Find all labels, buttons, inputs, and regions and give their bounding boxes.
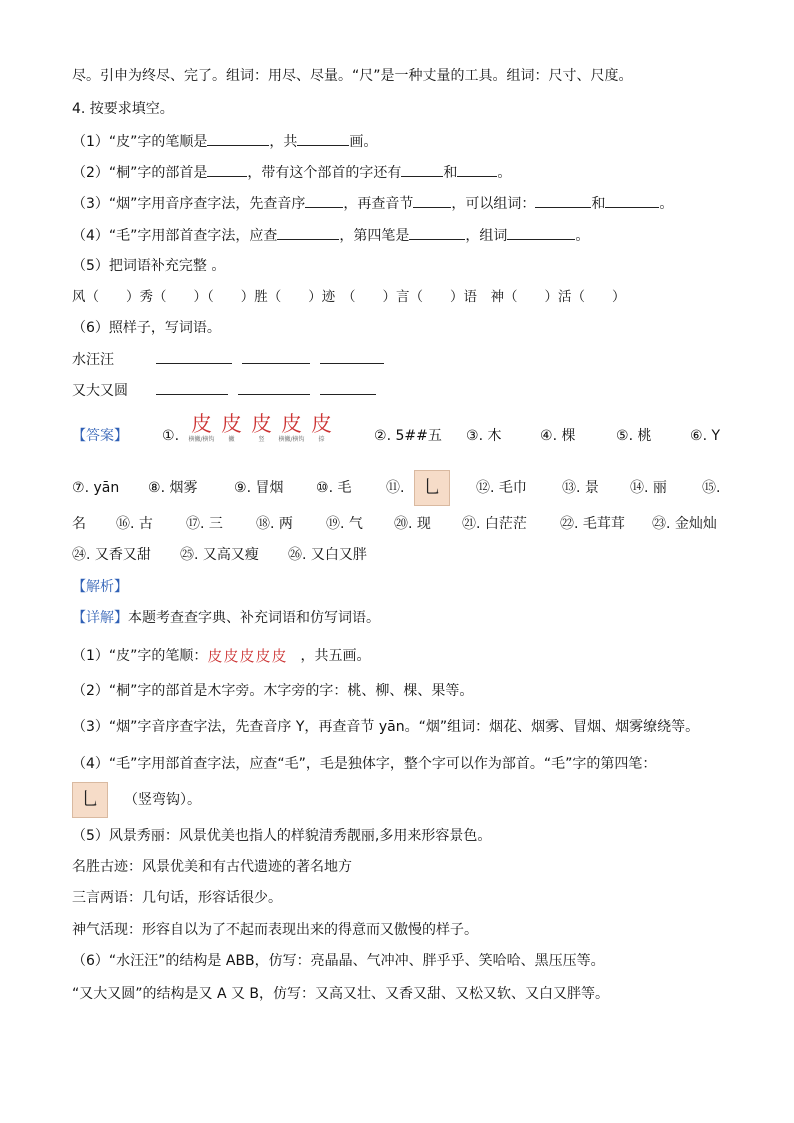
- answer-20: ⑳. 现: [394, 516, 431, 532]
- blank[interactable]: [605, 193, 659, 208]
- answer-label: 【答案】: [72, 428, 128, 444]
- blank[interactable]: [242, 349, 310, 364]
- prev-answer-tail: 尽。引申为终尽、完了。组词：用尽、尽量。“尺”是一种丈量的工具。组词：尺寸、尺度。: [72, 68, 633, 84]
- answer-15: ⑮.: [702, 480, 721, 496]
- analysis-line-5: （5）风景秀丽：风景优美也指人的样貌清秀靓丽,多用来形容景色。: [72, 828, 492, 844]
- blank[interactable]: [277, 225, 339, 240]
- vertical-bend-hook-stroke-image: 乚: [414, 470, 450, 506]
- answer-22: ㉒. 毛茸茸: [560, 516, 625, 532]
- stroke-order-image: [188, 412, 335, 456]
- blank[interactable]: [297, 131, 349, 146]
- answer-14: ⑭. 丽: [630, 480, 667, 496]
- answer-4: ④. 棵: [540, 428, 576, 444]
- analysis-line-10: “又大又圆”的结构是又 A 又 B，仿写：又高又壮、又香又甜、又松又软、又白又胖等。: [72, 986, 610, 1002]
- q4-part2: （2）“桐”字的部首是 ，带有这个部首的字还有 和 。: [72, 162, 511, 183]
- answer-10: ⑩. 毛: [316, 480, 352, 496]
- answer-26: ㉖. 又白又胖: [288, 547, 367, 563]
- blank[interactable]: [401, 162, 443, 177]
- analysis-line-2: （2）“桐”字的部首是木字旁。木字旁的字：桃、柳、棵、果等。: [72, 683, 474, 699]
- q4-part5-line: 风（ ）秀（ ）（ ）胜（ ）迹 （ ）言（ ）语 神（ ）活（ ）: [72, 289, 626, 305]
- blank[interactable]: [320, 349, 384, 364]
- q4-example-2: 又大又圆: [72, 380, 376, 401]
- q4-part6-title: （6）照样子，写词语。: [72, 320, 221, 336]
- blank[interactable]: [305, 193, 343, 208]
- answer-19: ⑲. 气: [326, 516, 363, 532]
- answer-16: ⑯. 古: [116, 516, 153, 532]
- stroke-step: 皮 横撇/横钩: [278, 412, 305, 443]
- answer-21: ㉑. 白茫茫: [462, 516, 527, 532]
- analysis-line-8: 神气活现：形容自以为了不起而表现出来的得意而又傲慢的样子。: [72, 922, 478, 938]
- analysis-line-7: 三言两语：几句话，形容话很少。: [72, 890, 282, 906]
- analysis-line-4b: （竖弯钩）。: [124, 792, 201, 808]
- answer-6: ⑥. Y: [690, 428, 721, 444]
- answer-5: ⑤. 桃: [616, 428, 652, 444]
- answer-17: ⑰. 三: [186, 516, 223, 532]
- blank[interactable]: [320, 380, 376, 395]
- q4-part5-title: （5）把词语补充完整 。: [72, 258, 226, 274]
- answer-11: ⑪.: [386, 480, 405, 496]
- analysis-line-3: （3）“烟”字音序查字法，先查音序 Y，再查音节 yān。“烟”组词：烟花、烟雾、冒烟、烟雾缭绕等。: [72, 719, 700, 735]
- analysis-line-1: （1）“皮”字的笔顺： 皮 皮 皮 皮 皮 ，共五画。: [72, 647, 371, 665]
- answer-9: ⑨. 冒烟: [234, 480, 284, 496]
- answer-7: ⑦. yān: [72, 480, 120, 496]
- answer-24: ㉔. 又香又甜: [72, 547, 151, 563]
- answer-23: ㉓. 金灿灿: [652, 516, 717, 532]
- stroke-step: 皮 竖: [251, 412, 272, 443]
- analysis-detail: 【详解】本题考查查字典、补充词语和仿写词语。: [72, 610, 380, 626]
- blank[interactable]: [409, 225, 465, 240]
- answer-2: ②. 5##五: [374, 428, 442, 444]
- stroke-step: 皮 撇: [221, 412, 242, 443]
- stroke-step: 皮 横撇/横钩: [188, 412, 215, 443]
- answer-13: ⑬. 景: [562, 480, 599, 496]
- stroke-order-small-image: 皮 皮 皮 皮 皮: [207, 647, 287, 665]
- answer-1: ①.: [162, 428, 180, 444]
- answer-18: ⑱. 两: [256, 516, 293, 532]
- answer-12: ⑫. 毛巾: [476, 480, 527, 496]
- blank[interactable]: [507, 225, 575, 240]
- answer-15-cont: 名: [72, 516, 86, 532]
- blank[interactable]: [207, 131, 269, 146]
- blank[interactable]: [457, 162, 497, 177]
- blank[interactable]: [156, 349, 232, 364]
- analysis-line-6: 名胜古迹：风景优美和有古代遗迹的著名地方: [72, 859, 352, 875]
- q4-part1: （1）“皮”字的笔顺是 ，共 画。: [72, 131, 377, 152]
- q4-part4: （4）“毛”字用部首查字法，应查 ，第四笔是 ，组词 。: [72, 225, 589, 246]
- analysis-line-9: （6）“水汪汪”的结构是 ABB，仿写：亮晶晶、气冲冲、胖乎乎、笑哈哈、黑压压等。: [72, 953, 605, 969]
- stroke-step: 皮 捺: [311, 412, 332, 443]
- answer-3: ③. 木: [466, 428, 502, 444]
- answer-8: ⑧. 烟雾: [148, 480, 198, 496]
- blank[interactable]: [156, 380, 228, 395]
- question-4-title: 4. 按要求填空。: [72, 101, 174, 117]
- answer-25: ㉕. 又高又瘦: [180, 547, 259, 563]
- q4-example-1: 水汪汪: [72, 349, 384, 370]
- blank[interactable]: [238, 380, 310, 395]
- blank[interactable]: [207, 162, 247, 177]
- blank[interactable]: [413, 193, 451, 208]
- q4-part3: （3）“烟”字用音序查字法，先查音序 ，再查音节 ，可以组词： 和 。: [72, 193, 673, 214]
- analysis-line-4: （4）“毛”字用部首查字法，应查“毛”，毛是独体字，整个字可以作为部首。“毛”字的第四笔：: [72, 756, 657, 772]
- analysis-label: 【解析】: [72, 579, 128, 595]
- blank[interactable]: [535, 193, 591, 208]
- vertical-bend-hook-stroke-image: 乚: [72, 782, 108, 818]
